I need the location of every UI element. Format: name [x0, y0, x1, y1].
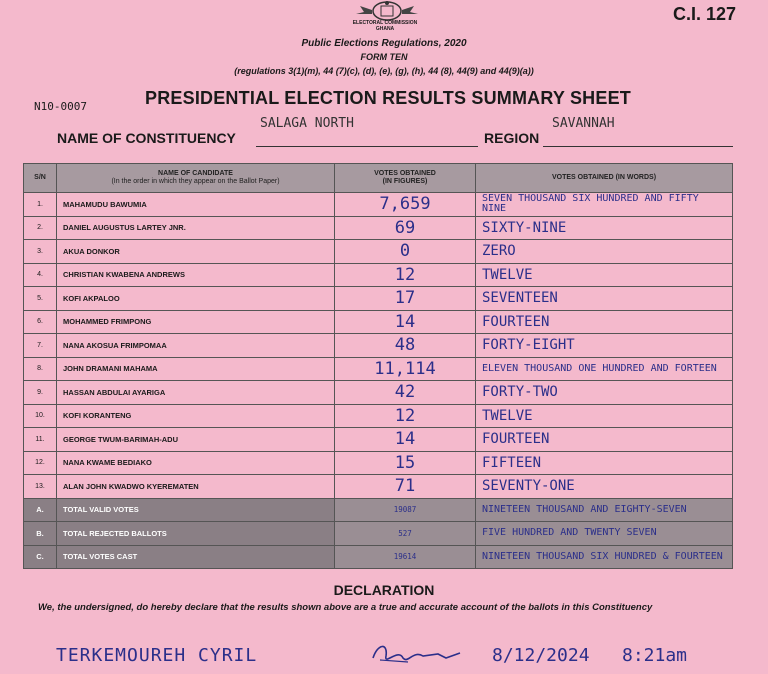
candidate-name: NANA AKOSUA FRIMPOMAA [57, 334, 335, 358]
total-row [24, 522, 733, 546]
votes-figures: 15 [335, 451, 476, 475]
votes-figures: 14 [335, 428, 476, 452]
row-sn: 1. [24, 193, 57, 217]
votes-figures: 69 [335, 216, 476, 240]
row-sn: 2. [24, 216, 57, 240]
votes-words: FOURTEEN [476, 310, 733, 334]
table-header-row [24, 164, 733, 193]
votes-words: TWELVE [476, 263, 733, 287]
region-line [543, 146, 733, 147]
constituency-label: NAME OF CONSTITUENCY [57, 130, 236, 146]
candidate-row [24, 451, 733, 475]
candidate-name: MAHAMUDU BAWUMIA [57, 193, 335, 217]
declaration-date: 8/12/2024 [492, 645, 590, 666]
votes-words: SIXTY-NINE [476, 216, 733, 240]
votes-words: SEVENTY-ONE [476, 475, 733, 499]
page-title: PRESIDENTIAL ELECTION RESULTS SUMMARY SHEET [145, 88, 631, 108]
regulations-reference: (regulations 3(1)(m), 44 (7)(c), (d), (e), (g), (h), 44 (8), 44(9) and 44(9)(a)) [234, 66, 534, 76]
row-sn: B. [24, 522, 57, 546]
candidate-row [24, 357, 733, 381]
votes-words: FIFTEEN [476, 451, 733, 475]
row-sn: 3. [24, 240, 57, 264]
header-words: VOTES OBTAINED (IN WORDS) [476, 164, 733, 193]
row-sn: 5. [24, 287, 57, 311]
candidate-row [24, 334, 733, 358]
declaration-title: DECLARATION [333, 582, 435, 598]
candidate-row [24, 193, 733, 217]
declaration-time: 8:21am [622, 645, 688, 666]
row-sn: 12. [24, 451, 57, 475]
candidate-name: TOTAL VALID VOTES [57, 498, 335, 522]
coat-of-arms-icon [352, 0, 422, 22]
header-sn: S/N [24, 164, 57, 193]
votes-figures: 19087 [335, 498, 476, 522]
votes-figures: 17 [335, 287, 476, 311]
votes-words: SEVENTEEN [476, 287, 733, 311]
row-sn: 8. [24, 357, 57, 381]
candidate-row [24, 287, 733, 311]
row-sn: 9. [24, 381, 57, 405]
constituency-line [256, 146, 478, 147]
header-figures: VOTES OBTAINED (IN FIGURES) [335, 164, 476, 193]
candidate-row [24, 240, 733, 264]
votes-words: ZERO [476, 240, 733, 264]
region-value: SAVANNAH [552, 116, 615, 131]
candidate-name: KOFI KORANTENG [57, 404, 335, 428]
regulations-title: Public Elections Regulations, 2020 [301, 38, 467, 49]
votes-figures: 14 [335, 310, 476, 334]
votes-figures: 12 [335, 404, 476, 428]
serial-number: N10-0007 [34, 100, 87, 113]
form-number: FORM TEN [360, 52, 408, 62]
candidate-row [24, 475, 733, 499]
candidate-name: CHRISTIAN KWABENA ANDREWS [57, 263, 335, 287]
results-table [23, 163, 733, 569]
votes-words: NINETEEN THOUSAND SIX HUNDRED & FOURTEEN [476, 545, 733, 569]
votes-figures: 527 [335, 522, 476, 546]
votes-figures: 0 [335, 240, 476, 264]
votes-words: FORTY-EIGHT [476, 334, 733, 358]
votes-figures: 48 [335, 334, 476, 358]
signatory-name: TERKEMOUREH CYRIL [56, 645, 258, 666]
candidate-name: AKUA DONKOR [57, 240, 335, 264]
votes-words: NINETEEN THOUSAND AND EIGHTY-SEVEN [476, 498, 733, 522]
declaration-text: We, the undersigned, do hereby declare that the results shown above are a true and accurate account of the ballots in this Constituency [38, 602, 653, 613]
candidate-name: MOHAMMED FRIMPONG [57, 310, 335, 334]
row-sn: 11. [24, 428, 57, 452]
candidate-row [24, 428, 733, 452]
candidate-name: GEORGE TWUM-BARIMAH-ADU [57, 428, 335, 452]
constituency-value: SALAGA NORTH [260, 116, 354, 131]
votes-words: FIVE HUNDRED AND TWENTY SEVEN [476, 522, 733, 546]
form-code: C.I. 127 [672, 4, 736, 24]
row-sn: C. [24, 545, 57, 569]
header-name: NAME OF CANDIDATE (In the order in which they appear on the Ballot Paper) [57, 164, 335, 193]
commission-label: ELECTORAL COMMISSION GHANA [352, 20, 418, 32]
region-label: REGION [484, 130, 540, 146]
candidate-row [24, 310, 733, 334]
candidate-row [24, 263, 733, 287]
row-sn: 6. [24, 310, 57, 334]
candidate-name: TOTAL REJECTED BALLOTS [57, 522, 335, 546]
votes-figures: 7,659 [335, 193, 476, 217]
row-sn: 4. [24, 263, 57, 287]
row-sn: 10. [24, 404, 57, 428]
candidate-name: JOHN DRAMANI MAHAMA [57, 357, 335, 381]
votes-words: SEVEN THOUSAND SIX HUNDRED AND FIFTY NINE [476, 193, 733, 217]
candidate-name: TOTAL VOTES CAST [57, 545, 335, 569]
row-sn: A. [24, 498, 57, 522]
candidate-name: ALAN JOHN KWADWO KYEREMATEN [57, 475, 335, 499]
votes-figures: 19614 [335, 545, 476, 569]
votes-figures: 11,114 [335, 357, 476, 381]
votes-words: ELEVEN THOUSAND ONE HUNDRED AND FORTEEN [476, 357, 733, 381]
votes-figures: 42 [335, 381, 476, 405]
candidate-name: NANA KWAME BEDIAKO [57, 451, 335, 475]
candidate-name: DANIEL AUGUSTUS LARTEY JNR. [57, 216, 335, 240]
votes-words: TWELVE [476, 404, 733, 428]
row-sn: 7. [24, 334, 57, 358]
total-row [24, 498, 733, 522]
candidate-name: KOFI AKPALOO [57, 287, 335, 311]
candidate-row [24, 381, 733, 405]
votes-figures: 12 [335, 263, 476, 287]
candidate-row [24, 404, 733, 428]
row-sn: 13. [24, 475, 57, 499]
votes-words: FORTY-TWO [476, 381, 733, 405]
candidate-row [24, 216, 733, 240]
candidate-name: HASSAN ABDULAI AYARIGA [57, 381, 335, 405]
votes-figures: 71 [335, 475, 476, 499]
votes-words: FOURTEEN [476, 428, 733, 452]
total-row [24, 545, 733, 569]
signature-icon [368, 638, 468, 668]
